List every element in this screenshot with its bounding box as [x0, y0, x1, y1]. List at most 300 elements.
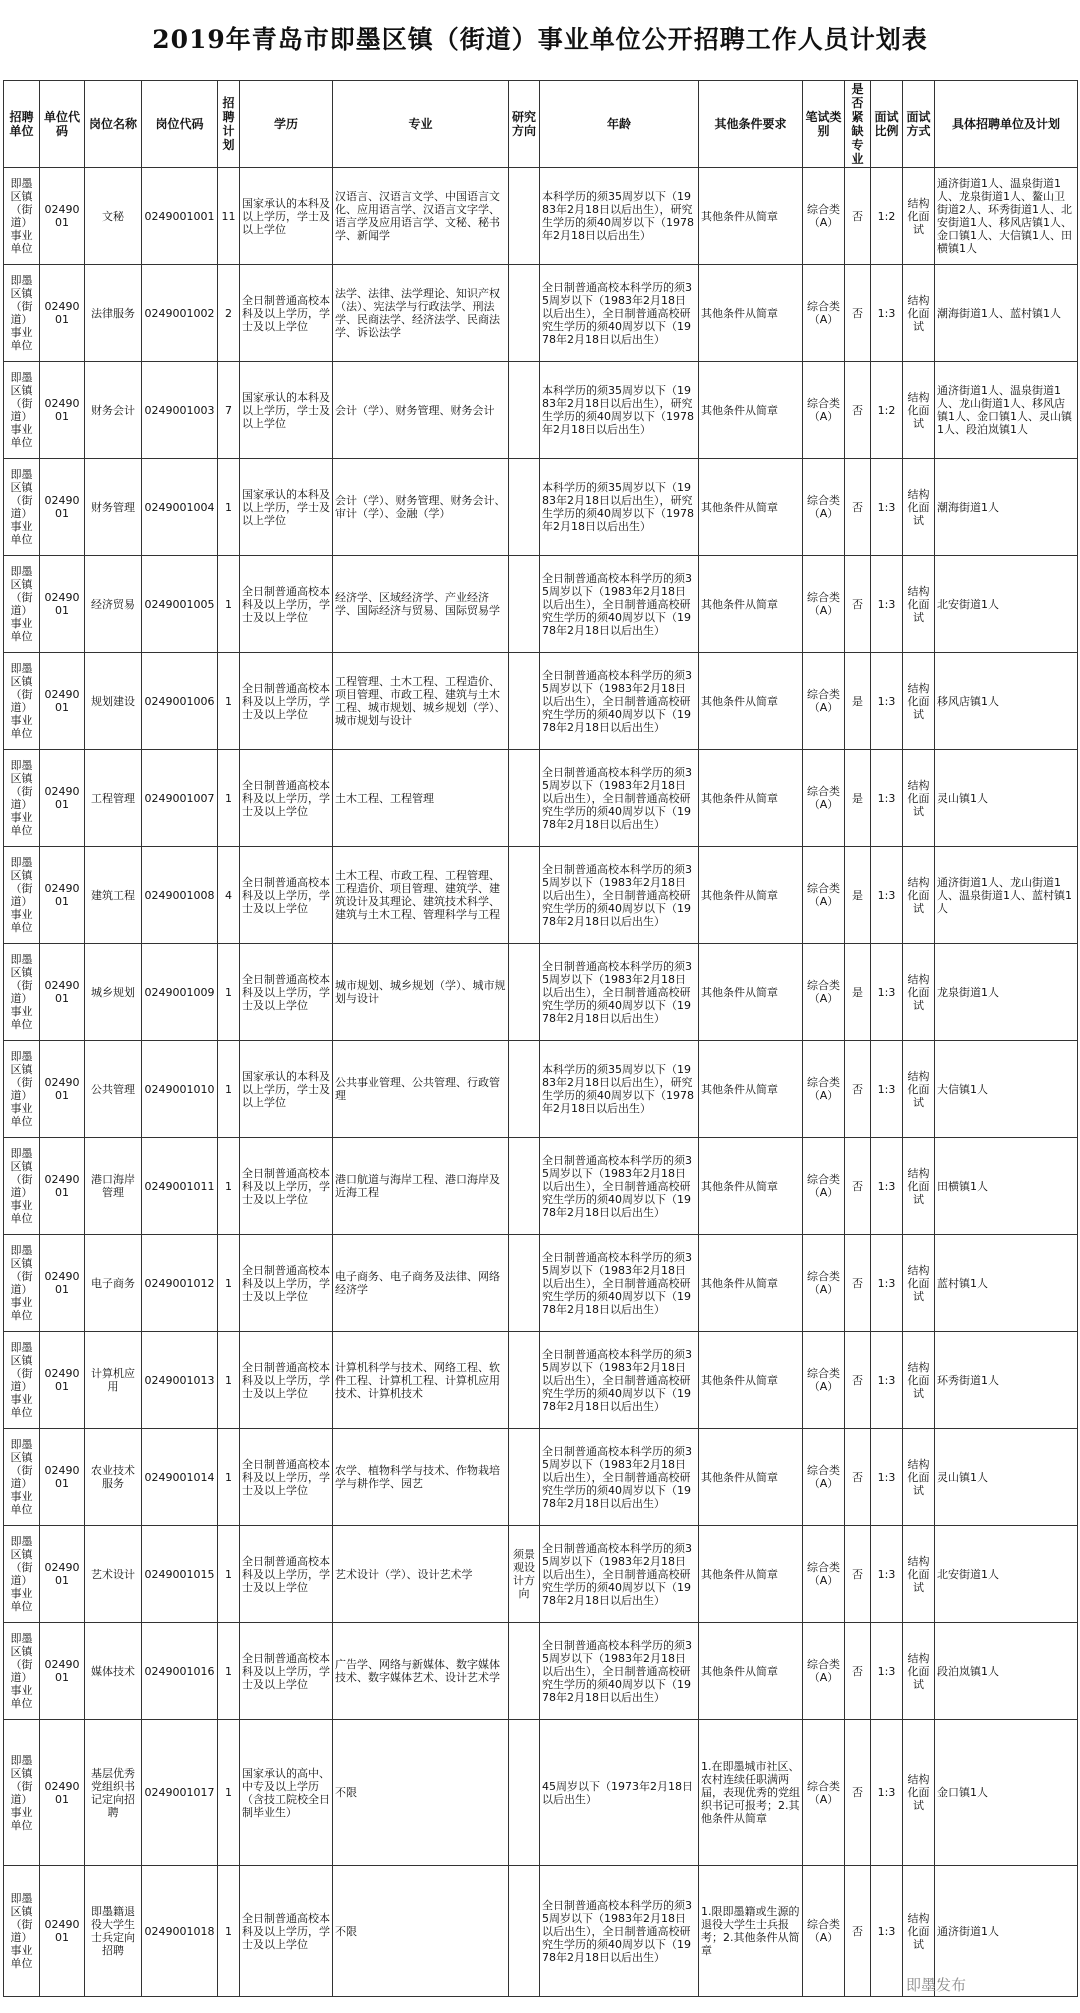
- cell-research: 须景观设计方向: [509, 1526, 540, 1623]
- cell-post: 城乡规划: [85, 944, 142, 1041]
- cell-method: 结构化面试: [903, 168, 935, 265]
- recruitment-table: [3, 80, 1078, 1997]
- cell-age: 本科学历的须35周岁以下（1983年2月18日以后出生），研究生学历的须40周岁以下（1978年2月18日以后出生）: [540, 1041, 699, 1138]
- table-row: [4, 1623, 1078, 1720]
- cell-unit-code: 0249001: [40, 556, 85, 653]
- page-title: 2019年青岛市即墨区镇（街道）事业单位公开招聘工作人员计划表: [152, 25, 928, 54]
- cell-education: 全日制普通高校本科及以上学历，学士及以上学位: [240, 847, 333, 944]
- cell-post: 文秘: [85, 168, 142, 265]
- cell-education: 全日制普通高校本科及以上学历，学士及以上学位: [240, 1623, 333, 1720]
- cell-education: 国家承认的高中、中专及以上学历（含技工院校全日制毕业生）: [240, 1720, 333, 1866]
- cell-detail: 段泊岚镇1人: [935, 1623, 1078, 1720]
- cell-ratio: 1:3: [871, 556, 903, 653]
- cell-plan: 1: [218, 944, 240, 1041]
- cell-detail: 环秀街道1人: [935, 1332, 1078, 1429]
- cell-unit: 即墨区镇（街道）事业单位: [4, 265, 40, 362]
- cell-detail: 灵山镇1人: [935, 1429, 1078, 1526]
- header-detail: 具体招聘单位及计划: [935, 81, 1078, 168]
- cell-education: 全日制普通高校本科及以上学历，学士及以上学位: [240, 653, 333, 750]
- cell-research: [509, 653, 540, 750]
- header-other: 其他条件要求: [699, 81, 803, 168]
- cell-ratio: 1:3: [871, 847, 903, 944]
- cell-post-code: 0249001013: [142, 1332, 218, 1429]
- cell-detail: 龙泉街道1人: [935, 944, 1078, 1041]
- cell-ratio: 1:3: [871, 944, 903, 1041]
- cell-detail: 潮海街道1人、蓝村镇1人: [935, 265, 1078, 362]
- cell-ratio: 1:3: [871, 265, 903, 362]
- cell-age: 全日制普通高校本科学历的须35周岁以下（1983年2月18日以后出生），全日制普通高校研究生学历的须40周岁以下（1978年2月18日以后出生）: [540, 265, 699, 362]
- cell-post: 工程管理: [85, 750, 142, 847]
- table-row: [4, 265, 1078, 362]
- cell-post: 公共管理: [85, 1041, 142, 1138]
- cell-method: 结构化面试: [903, 459, 935, 556]
- table-row: [4, 1720, 1078, 1866]
- cell-detail: 田横镇1人: [935, 1138, 1078, 1235]
- cell-major: 经济学、区域经济学、产业经济学、国际经济与贸易、国际贸易学: [333, 556, 509, 653]
- table-row: [4, 847, 1078, 944]
- cell-major: 艺术设计（学）、设计艺术学: [333, 1526, 509, 1623]
- header-unit: 招聘单位: [4, 81, 40, 168]
- cell-unit: 即墨区镇（街道）事业单位: [4, 1138, 40, 1235]
- cell-age: 全日制普通高校本科学历的须35周岁以下（1983年2月18日以后出生），全日制普通高校研究生学历的须40周岁以下（1978年2月18日以后出生）: [540, 944, 699, 1041]
- header-post-code: 岗位代码: [142, 81, 218, 168]
- cell-unit-code: 0249001: [40, 1235, 85, 1332]
- cell-unit-code: 0249001: [40, 1720, 85, 1866]
- cell-exam: 综合类（A）: [803, 1623, 845, 1720]
- cell-education: 全日制普通高校本科及以上学历，学士及以上学位: [240, 1235, 333, 1332]
- cell-other: 其他条件从简章: [699, 265, 803, 362]
- cell-education: 国家承认的本科及以上学历，学士及以上学位: [240, 459, 333, 556]
- watermark: 即墨发布: [906, 1976, 967, 1994]
- cell-plan: 1: [218, 653, 240, 750]
- cell-research: [509, 168, 540, 265]
- cell-post: 媒体技术: [85, 1623, 142, 1720]
- cell-unit-code: 0249001: [40, 459, 85, 556]
- cell-post: 建筑工程: [85, 847, 142, 944]
- cell-post: 基层优秀党组织书记定向招聘: [85, 1720, 142, 1866]
- cell-age: 全日制普通高校本科学历的须35周岁以下（1983年2月18日以后出生），全日制普通高校研究生学历的须40周岁以下（1978年2月18日以后出生）: [540, 1332, 699, 1429]
- cell-unit-code: 0249001: [40, 168, 85, 265]
- cell-age: 全日制普通高校本科学历的须35周岁以下（1983年2月18日以后出生），全日制普通高校研究生学历的须40周岁以下（1978年2月18日以后出生）: [540, 1138, 699, 1235]
- cell-education: 全日制普通高校本科及以上学历，学士及以上学位: [240, 750, 333, 847]
- cell-post-code: 0249001011: [142, 1138, 218, 1235]
- cell-major: 计算机科学与技术、网络工程、软件工程、计算机工程、计算机应用技术、计算机技术: [333, 1332, 509, 1429]
- cell-major: 电子商务、电子商务及法律、网络经济学: [333, 1235, 509, 1332]
- cell-education: 全日制普通高校本科及以上学历，学士及以上学位: [240, 1866, 333, 1997]
- header-ratio: 面试比例: [871, 81, 903, 168]
- table-row: [4, 1526, 1078, 1623]
- cell-scarce: 否: [845, 556, 871, 653]
- cell-method: 结构化面试: [903, 1623, 935, 1720]
- cell-unit: 即墨区镇（街道）事业单位: [4, 362, 40, 459]
- cell-exam: 综合类（A）: [803, 1720, 845, 1866]
- cell-other: 其他条件从简章: [699, 362, 803, 459]
- cell-ratio: 1:2: [871, 168, 903, 265]
- cell-method: 结构化面试: [903, 1332, 935, 1429]
- cell-plan: 1: [218, 1041, 240, 1138]
- cell-exam: 综合类（A）: [803, 1526, 845, 1623]
- cell-plan: 1: [218, 1623, 240, 1720]
- cell-ratio: 1:3: [871, 1429, 903, 1526]
- cell-age: 全日制普通高校本科学历的须35周岁以下（1983年2月18日以后出生），全日制普通高校研究生学历的须40周岁以下（1978年2月18日以后出生）: [540, 1866, 699, 1997]
- cell-exam: 综合类（A）: [803, 362, 845, 459]
- cell-post-code: 0249001001: [142, 168, 218, 265]
- table-header-row: [4, 81, 1078, 168]
- cell-major: 汉语言、汉语言文学、中国语言文化、应用语言学、汉语言文字学、语言学及应用语言学、文秘、秘书学、新闻学: [333, 168, 509, 265]
- cell-method: 结构化面试: [903, 1138, 935, 1235]
- cell-post-code: 0249001008: [142, 847, 218, 944]
- cell-post: 财务管理: [85, 459, 142, 556]
- cell-exam: 综合类（A）: [803, 653, 845, 750]
- cell-scarce: 否: [845, 265, 871, 362]
- cell-post-code: 0249001003: [142, 362, 218, 459]
- cell-research: [509, 362, 540, 459]
- cell-plan: 1: [218, 1866, 240, 1997]
- cell-plan: 1: [218, 459, 240, 556]
- cell-unit-code: 0249001: [40, 1138, 85, 1235]
- cell-age: 本科学历的须35周岁以下（1983年2月18日以后出生），研究生学历的须40周岁以下（1978年2月18日以后出生）: [540, 362, 699, 459]
- cell-unit: 即墨区镇（街道）事业单位: [4, 1720, 40, 1866]
- cell-method: 结构化面试: [903, 653, 935, 750]
- header-scarce: 是否紧缺专业: [845, 81, 871, 168]
- cell-post: 法律服务: [85, 265, 142, 362]
- cell-other: 其他条件从简章: [699, 168, 803, 265]
- cell-post-code: 0249001002: [142, 265, 218, 362]
- cell-education: 全日制普通高校本科及以上学历，学士及以上学位: [240, 1138, 333, 1235]
- cell-scarce: 否: [845, 1332, 871, 1429]
- cell-method: 结构化面试: [903, 1429, 935, 1526]
- cell-scarce: 否: [845, 1526, 871, 1623]
- cell-unit: 即墨区镇（街道）事业单位: [4, 1866, 40, 1997]
- table-row: [4, 750, 1078, 847]
- cell-post: 港口海岸管理: [85, 1138, 142, 1235]
- table-row: [4, 556, 1078, 653]
- cell-major: 土木工程、市政工程、工程管理、工程造价、项目管理、建筑学、建筑设计及其理论、建筑技术科学、建筑与土木工程、管理科学与工程: [333, 847, 509, 944]
- cell-plan: 1: [218, 556, 240, 653]
- cell-education: 全日制普通高校本科及以上学历，学士及以上学位: [240, 1526, 333, 1623]
- cell-scarce: 否: [845, 1041, 871, 1138]
- cell-exam: 综合类（A）: [803, 1332, 845, 1429]
- cell-post-code: 0249001015: [142, 1526, 218, 1623]
- cell-method: 结构化面试: [903, 1235, 935, 1332]
- cell-major: 城市规划、城乡规划（学）、城市规划与设计: [333, 944, 509, 1041]
- cell-research: [509, 1041, 540, 1138]
- cell-research: [509, 944, 540, 1041]
- cell-detail: 移风店镇1人: [935, 653, 1078, 750]
- cell-research: [509, 1623, 540, 1720]
- cell-method: 结构化面试: [903, 847, 935, 944]
- cell-plan: 1: [218, 750, 240, 847]
- cell-research: [509, 1429, 540, 1526]
- table-row: [4, 1429, 1078, 1526]
- cell-method: 结构化面试: [903, 1526, 935, 1623]
- cell-unit: 即墨区镇（街道）事业单位: [4, 1332, 40, 1429]
- cell-major: 工程管理、土木工程、工程造价、项目管理、市政工程、建筑与土木工程、城市规划、城乡规划（学）、城市规划与设计: [333, 653, 509, 750]
- cell-research: [509, 750, 540, 847]
- cell-unit: 即墨区镇（街道）事业单位: [4, 944, 40, 1041]
- table-row: [4, 1041, 1078, 1138]
- cell-unit-code: 0249001: [40, 1623, 85, 1720]
- cell-plan: 1: [218, 1235, 240, 1332]
- cell-method: 结构化面试: [903, 556, 935, 653]
- cell-major: 不限: [333, 1720, 509, 1866]
- cell-unit: 即墨区镇（街道）事业单位: [4, 1526, 40, 1623]
- cell-exam: 综合类（A）: [803, 1429, 845, 1526]
- cell-post-code: 0249001009: [142, 944, 218, 1041]
- cell-unit: 即墨区镇（街道）事业单位: [4, 750, 40, 847]
- cell-method: 结构化面试: [903, 750, 935, 847]
- cell-scarce: 是: [845, 944, 871, 1041]
- cell-method: 结构化面试: [903, 1866, 935, 1997]
- cell-scarce: 是: [845, 750, 871, 847]
- cell-research: [509, 847, 540, 944]
- cell-unit-code: 0249001: [40, 1332, 85, 1429]
- cell-age: 全日制普通高校本科学历的须35周岁以下（1983年2月18日以后出生），全日制普通高校研究生学历的须40周岁以下（1978年2月18日以后出生）: [540, 1526, 699, 1623]
- cell-research: [509, 265, 540, 362]
- cell-research: [509, 459, 540, 556]
- header-plan: 招聘计划: [218, 81, 240, 168]
- cell-education: 全日制普通高校本科及以上学历，学士及以上学位: [240, 1332, 333, 1429]
- cell-ratio: 1:3: [871, 1720, 903, 1866]
- cell-research: [509, 1235, 540, 1332]
- cell-exam: 综合类（A）: [803, 1235, 845, 1332]
- cell-unit-code: 0249001: [40, 750, 85, 847]
- cell-research: [509, 1332, 540, 1429]
- cell-other: 其他条件从简章: [699, 1623, 803, 1720]
- cell-scarce: 否: [845, 1429, 871, 1526]
- cell-post: 电子商务: [85, 1235, 142, 1332]
- cell-other: 其他条件从简章: [699, 1041, 803, 1138]
- cell-other: 1.在即墨城市社区、农村连续任职满两届，表现优秀的党组织书记可报考；2.其他条件从简章: [699, 1720, 803, 1866]
- cell-detail: 金口镇1人: [935, 1720, 1078, 1866]
- cell-post-code: 0249001007: [142, 750, 218, 847]
- cell-ratio: 1:3: [871, 1138, 903, 1235]
- cell-unit: 即墨区镇（街道）事业单位: [4, 1429, 40, 1526]
- cell-exam: 综合类（A）: [803, 459, 845, 556]
- cell-post: 农业技术服务: [85, 1429, 142, 1526]
- table-row: [4, 1332, 1078, 1429]
- cell-other: 其他条件从简章: [699, 459, 803, 556]
- cell-age: 全日制普通高校本科学历的须35周岁以下（1983年2月18日以后出生），全日制普通高校研究生学历的须40周岁以下（1978年2月18日以后出生）: [540, 653, 699, 750]
- cell-scarce: 否: [845, 1623, 871, 1720]
- header-post: 岗位名称: [85, 81, 142, 168]
- cell-method: 结构化面试: [903, 1041, 935, 1138]
- cell-exam: 综合类（A）: [803, 1866, 845, 1997]
- cell-age: 本科学历的须35周岁以下（1983年2月18日以后出生），研究生学历的须40周岁以下（1978年2月18日以后出生）: [540, 168, 699, 265]
- cell-scarce: 是: [845, 847, 871, 944]
- cell-plan: 7: [218, 362, 240, 459]
- table-row: [4, 653, 1078, 750]
- cell-ratio: 1:3: [871, 1623, 903, 1720]
- cell-post-code: 0249001016: [142, 1623, 218, 1720]
- cell-ratio: 1:3: [871, 1235, 903, 1332]
- cell-age: 全日制普通高校本科学历的须35周岁以下（1983年2月18日以后出生），全日制普通高校研究生学历的须40周岁以下（1978年2月18日以后出生）: [540, 556, 699, 653]
- cell-unit-code: 0249001: [40, 944, 85, 1041]
- cell-ratio: 1:2: [871, 362, 903, 459]
- cell-exam: 综合类（A）: [803, 556, 845, 653]
- cell-post: 即墨籍退役大学生士兵定向招聘: [85, 1866, 142, 1997]
- cell-other: 其他条件从简章: [699, 1526, 803, 1623]
- cell-ratio: 1:3: [871, 750, 903, 847]
- cell-post-code: 0249001004: [142, 459, 218, 556]
- table-row: [4, 362, 1078, 459]
- cell-plan: 1: [218, 1720, 240, 1866]
- cell-other: 其他条件从简章: [699, 1429, 803, 1526]
- cell-major: 土木工程、工程管理: [333, 750, 509, 847]
- cell-unit: 即墨区镇（街道）事业单位: [4, 459, 40, 556]
- cell-unit-code: 0249001: [40, 1429, 85, 1526]
- cell-other: 其他条件从简章: [699, 944, 803, 1041]
- cell-post-code: 0249001017: [142, 1720, 218, 1866]
- cell-other: 其他条件从简章: [699, 1332, 803, 1429]
- cell-unit-code: 0249001: [40, 1526, 85, 1623]
- cell-major: 不限: [333, 1866, 509, 1997]
- cell-post-code: 0249001012: [142, 1235, 218, 1332]
- cell-method: 结构化面试: [903, 265, 935, 362]
- cell-ratio: 1:3: [871, 459, 903, 556]
- cell-scarce: 是: [845, 653, 871, 750]
- cell-research: [509, 1138, 540, 1235]
- cell-other: 其他条件从简章: [699, 653, 803, 750]
- cell-plan: 2: [218, 265, 240, 362]
- header-research: 研究方向: [509, 81, 540, 168]
- cell-major: 广告学、网络与新媒体、数字媒体技术、数字媒体艺术、设计艺术学: [333, 1623, 509, 1720]
- cell-post-code: 0249001018: [142, 1866, 218, 1997]
- cell-other: 其他条件从简章: [699, 750, 803, 847]
- cell-unit-code: 0249001: [40, 1041, 85, 1138]
- header-major: 专业: [333, 81, 509, 168]
- cell-exam: 综合类（A）: [803, 944, 845, 1041]
- cell-exam: 综合类（A）: [803, 168, 845, 265]
- cell-plan: 4: [218, 847, 240, 944]
- cell-education: 全日制普通高校本科及以上学历，学士及以上学位: [240, 1429, 333, 1526]
- cell-unit: 即墨区镇（街道）事业单位: [4, 556, 40, 653]
- cell-education: 国家承认的本科及以上学历，学士及以上学位: [240, 1041, 333, 1138]
- cell-major: 公共事业管理、公共管理、行政管理: [333, 1041, 509, 1138]
- cell-unit-code: 0249001: [40, 847, 85, 944]
- cell-age: 全日制普通高校本科学历的须35周岁以下（1983年2月18日以后出生），全日制普通高校研究生学历的须40周岁以下（1978年2月18日以后出生）: [540, 1623, 699, 1720]
- cell-education: 全日制普通高校本科及以上学历，学士及以上学位: [240, 944, 333, 1041]
- cell-method: 结构化面试: [903, 362, 935, 459]
- cell-major: 农学、植物科学与技术、作物栽培学与耕作学、园艺: [333, 1429, 509, 1526]
- cell-scarce: 否: [845, 168, 871, 265]
- cell-detail: 蓝村镇1人: [935, 1235, 1078, 1332]
- cell-unit-code: 0249001: [40, 1866, 85, 1997]
- cell-major: 法学、法律、法学理论、知识产权（法）、宪法学与行政法学、刑法学、民商法学、经济法学、民商法学、诉讼法学: [333, 265, 509, 362]
- cell-post: 艺术设计: [85, 1526, 142, 1623]
- cell-method: 结构化面试: [903, 944, 935, 1041]
- cell-post: 计算机应用: [85, 1332, 142, 1429]
- cell-post-code: 0249001010: [142, 1041, 218, 1138]
- cell-exam: 综合类（A）: [803, 750, 845, 847]
- cell-age: 全日制普通高校本科学历的须35周岁以下（1983年2月18日以后出生），全日制普通高校研究生学历的须40周岁以下（1978年2月18日以后出生）: [540, 847, 699, 944]
- cell-education: 国家承认的本科及以上学历，学士及以上学位: [240, 362, 333, 459]
- cell-ratio: 1:3: [871, 653, 903, 750]
- header-education: 学历: [240, 81, 333, 168]
- cell-scarce: 否: [845, 1720, 871, 1866]
- cell-exam: 综合类（A）: [803, 1041, 845, 1138]
- table-row: [4, 1138, 1078, 1235]
- cell-unit: 即墨区镇（街道）事业单位: [4, 168, 40, 265]
- cell-post: 规划建设: [85, 653, 142, 750]
- cell-other: 其他条件从简章: [699, 556, 803, 653]
- cell-post-code: 0249001006: [142, 653, 218, 750]
- cell-major: 会计（学）、财务管理、财务会计、审计（学）、金融（学）: [333, 459, 509, 556]
- cell-other: 其他条件从简章: [699, 1138, 803, 1235]
- table-row: [4, 459, 1078, 556]
- cell-detail: 大信镇1人: [935, 1041, 1078, 1138]
- cell-unit-code: 0249001: [40, 362, 85, 459]
- cell-post: 财务会计: [85, 362, 142, 459]
- table-row: [4, 168, 1078, 265]
- cell-unit: 即墨区镇（街道）事业单位: [4, 847, 40, 944]
- cell-plan: 11: [218, 168, 240, 265]
- cell-post-code: 0249001005: [142, 556, 218, 653]
- cell-exam: 综合类（A）: [803, 265, 845, 362]
- cell-plan: 1: [218, 1138, 240, 1235]
- cell-detail: 灵山镇1人: [935, 750, 1078, 847]
- cell-unit: 即墨区镇（街道）事业单位: [4, 1623, 40, 1720]
- cell-unit-code: 0249001: [40, 653, 85, 750]
- cell-method: 结构化面试: [903, 1720, 935, 1866]
- cell-other: 其他条件从简章: [699, 1235, 803, 1332]
- header-age: 年龄: [540, 81, 699, 168]
- cell-detail: 通济街道1人、龙山街道1人、温泉街道1人、蓝村镇1人: [935, 847, 1078, 944]
- cell-age: 本科学历的须35周岁以下（1983年2月18日以后出生），研究生学历的须40周岁以下（1978年2月18日以后出生）: [540, 459, 699, 556]
- cell-unit: 即墨区镇（街道）事业单位: [4, 1041, 40, 1138]
- cell-unit: 即墨区镇（街道）事业单位: [4, 1235, 40, 1332]
- table-row: [4, 1235, 1078, 1332]
- cell-research: [509, 556, 540, 653]
- cell-unit-code: 0249001: [40, 265, 85, 362]
- cell-education: 全日制普通高校本科及以上学历，学士及以上学位: [240, 556, 333, 653]
- cell-education: 国家承认的本科及以上学历，学士及以上学位: [240, 168, 333, 265]
- cell-detail: 潮海街道1人: [935, 459, 1078, 556]
- cell-scarce: 否: [845, 1138, 871, 1235]
- cell-detail: 北安街道1人: [935, 556, 1078, 653]
- cell-unit: 即墨区镇（街道）事业单位: [4, 653, 40, 750]
- cell-other: 其他条件从简章: [699, 847, 803, 944]
- cell-post: 经济贸易: [85, 556, 142, 653]
- cell-detail: 北安街道1人: [935, 1526, 1078, 1623]
- cell-exam: 综合类（A）: [803, 847, 845, 944]
- table-row: [4, 944, 1078, 1041]
- cell-detail: 通济街道1人: [935, 1866, 1078, 1997]
- cell-detail: 通济街道1人、温泉街道1人、龙山街道1人、移风店镇1人、金口镇1人、灵山镇1人、段泊岚镇1人: [935, 362, 1078, 459]
- cell-plan: 1: [218, 1526, 240, 1623]
- cell-ratio: 1:3: [871, 1332, 903, 1429]
- header-method: 面试方式: [903, 81, 935, 168]
- cell-research: [509, 1866, 540, 1997]
- cell-age: 全日制普通高校本科学历的须35周岁以下（1983年2月18日以后出生），全日制普通高校研究生学历的须40周岁以下（1978年2月18日以后出生）: [540, 1429, 699, 1526]
- cell-exam: 综合类（A）: [803, 1138, 845, 1235]
- cell-age: 全日制普通高校本科学历的须35周岁以下（1983年2月18日以后出生），全日制普通高校研究生学历的须40周岁以下（1978年2月18日以后出生）: [540, 1235, 699, 1332]
- header-exam: 笔试类别: [803, 81, 845, 168]
- cell-education: 全日制普通高校本科及以上学历，学士及以上学位: [240, 265, 333, 362]
- cell-scarce: 否: [845, 1235, 871, 1332]
- cell-post-code: 0249001014: [142, 1429, 218, 1526]
- cell-research: [509, 1720, 540, 1866]
- header-unit-code: 单位代码: [40, 81, 85, 168]
- cell-ratio: 1:3: [871, 1866, 903, 1997]
- cell-plan: 1: [218, 1429, 240, 1526]
- cell-detail: 通济街道1人、温泉街道1人、龙泉街道1人、鳌山卫街道2人、环秀街道1人、北安街道1人、移风店镇1人、金口镇1人、大信镇1人、田横镇1人: [935, 168, 1078, 265]
- cell-major: 会计（学）、财务管理、财务会计: [333, 362, 509, 459]
- cell-age: 45周岁以下（1973年2月18日以后出生）: [540, 1720, 699, 1866]
- cell-scarce: 否: [845, 459, 871, 556]
- cell-scarce: 否: [845, 1866, 871, 1997]
- cell-scarce: 否: [845, 362, 871, 459]
